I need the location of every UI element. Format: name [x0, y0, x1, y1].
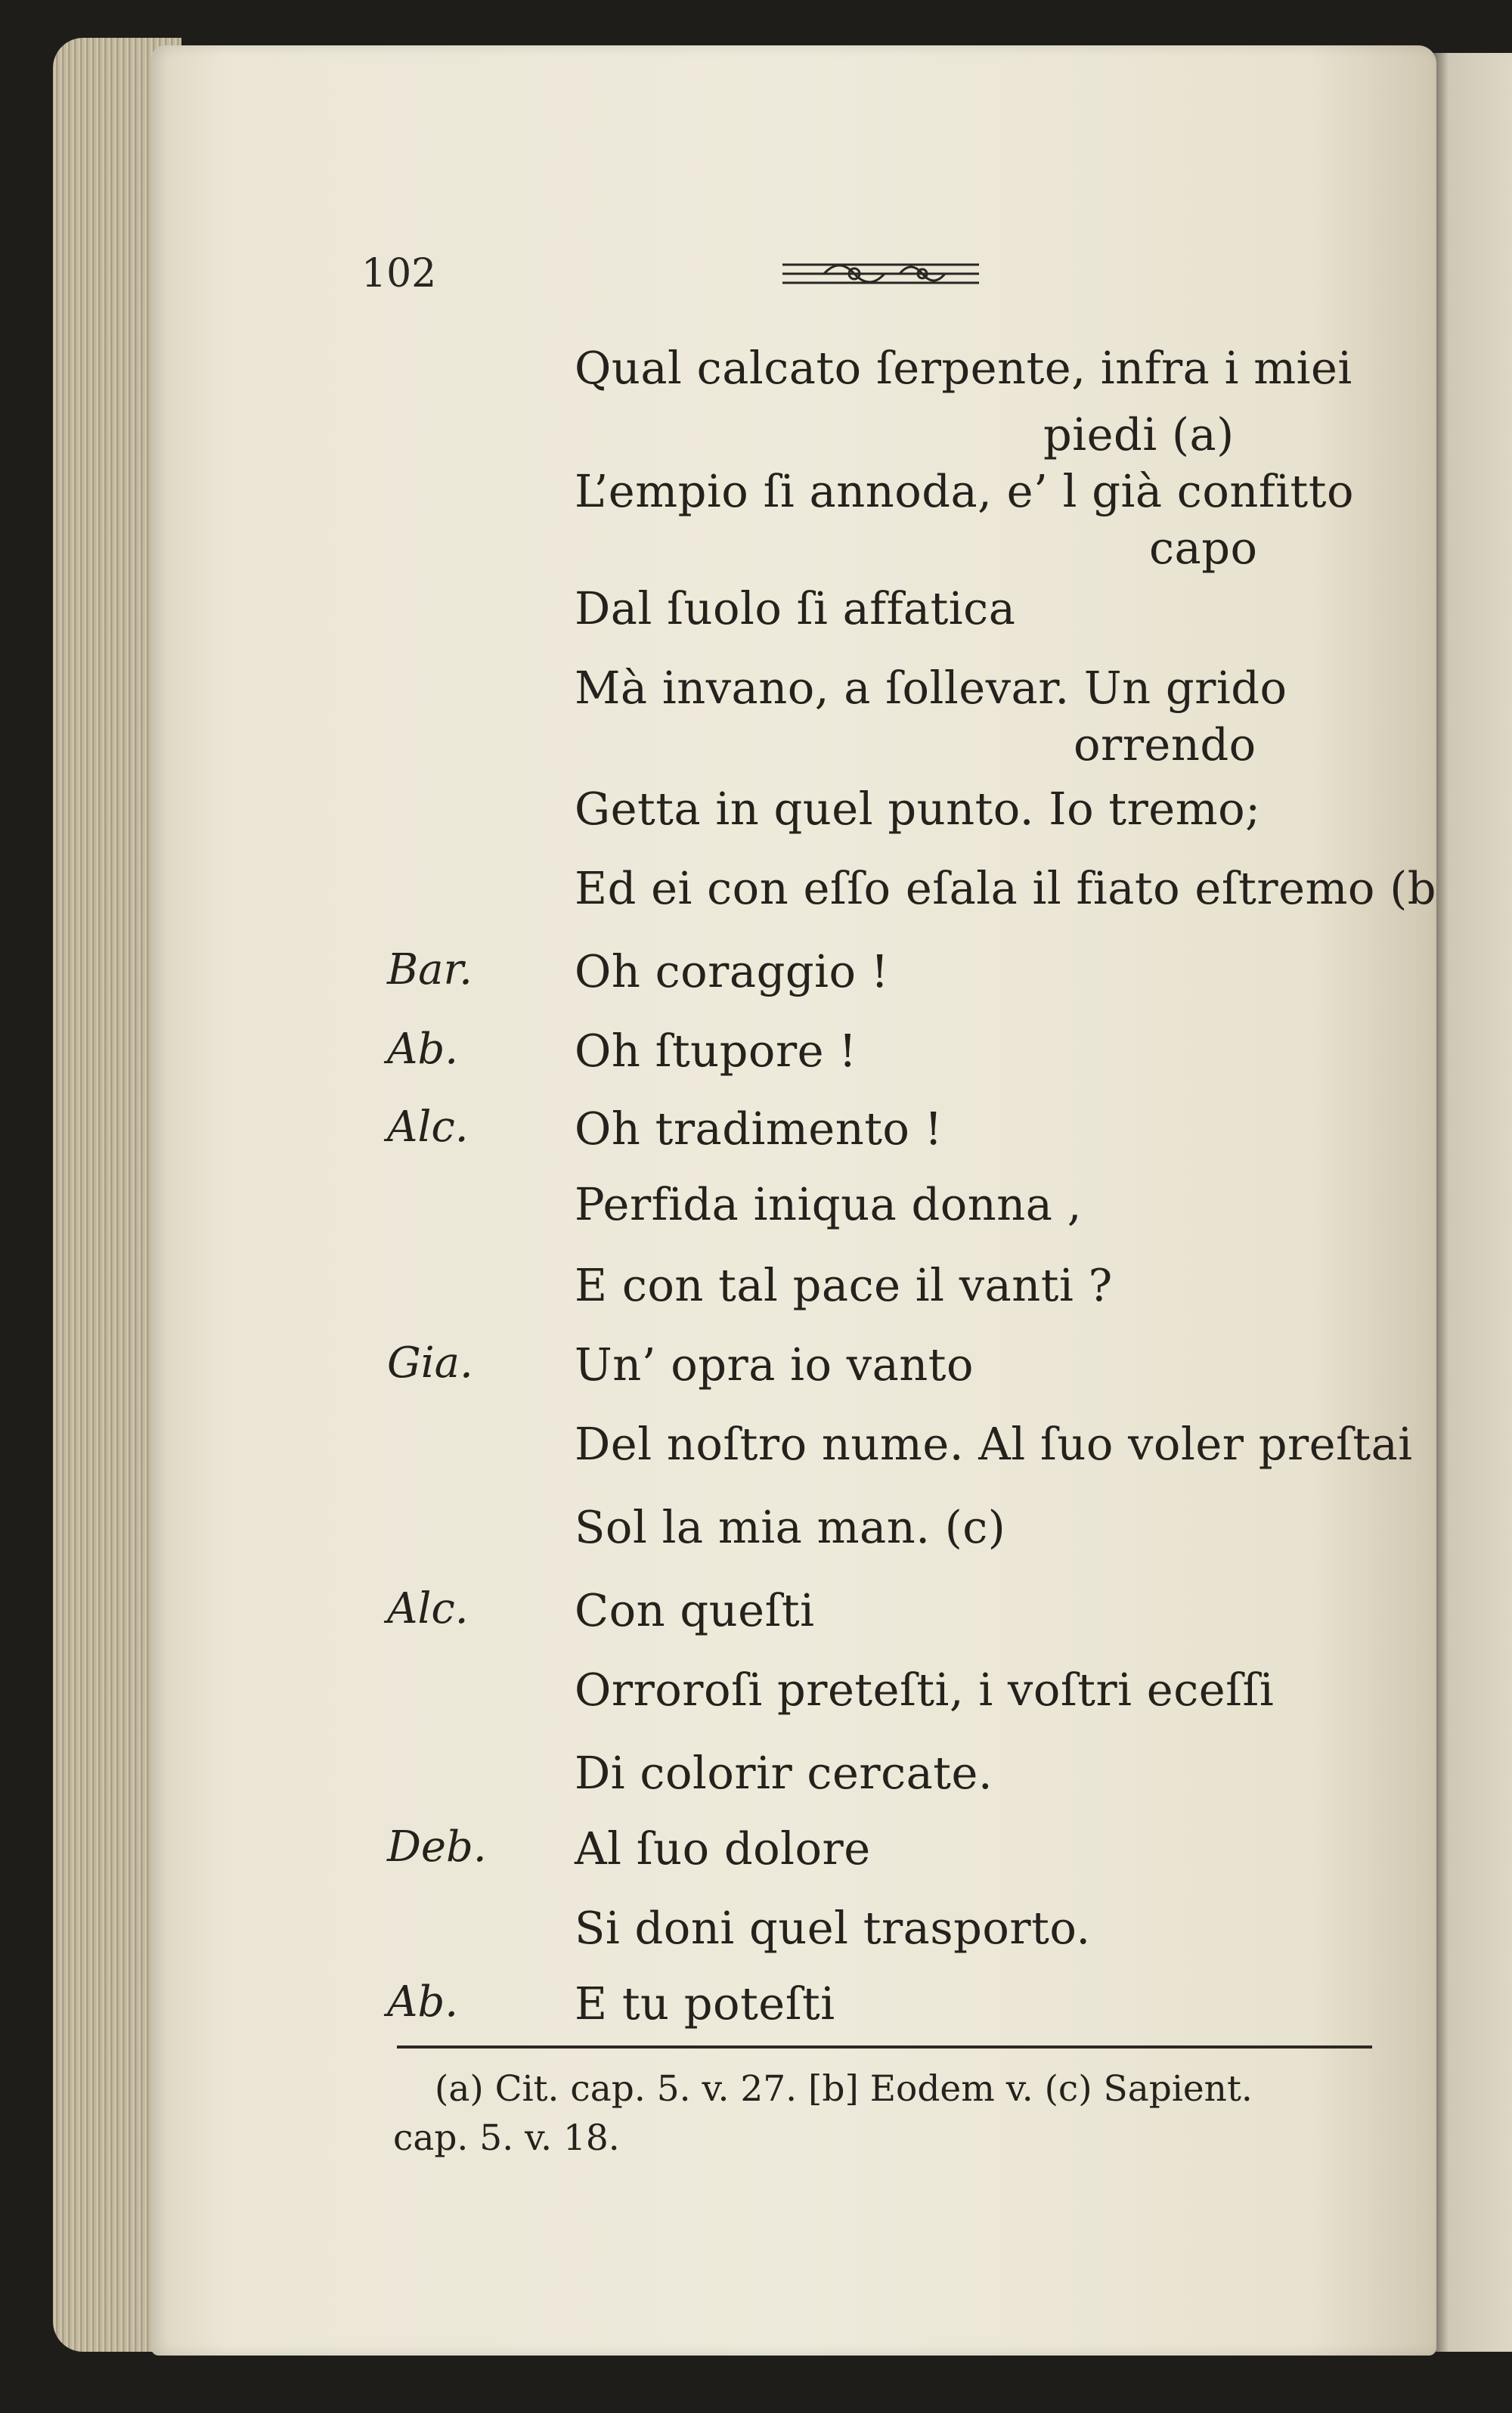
speaker-label: Bar. [387, 945, 472, 994]
verse-line: Oh ſtupore ! [575, 1025, 857, 1077]
verse-line: Al ſuo dolore [575, 1822, 871, 1875]
speaker-label: Deb. [387, 1822, 487, 1872]
verse-line: piedi (a) [1043, 408, 1235, 461]
verse-line: E con tal pace il vanti ? [575, 1259, 1113, 1311]
verse-line: Getta in quel punto. Io tremo; [575, 783, 1261, 835]
verse-line: Del noſtro nume. Al ſuo voler preſtai [575, 1418, 1413, 1470]
ornament-divider [779, 256, 983, 292]
verse-line: Orroroſi preteſti, i voſtri eceſſi [575, 1664, 1275, 1716]
verse-line: capo [1149, 522, 1258, 574]
footnote-line: cap. 5. v. 18. [393, 2117, 620, 2159]
speaker-label: Gia. [387, 1338, 473, 1388]
verse-line: Si doni quel trasporto. [575, 1902, 1091, 1954]
speaker-label: Ab. [387, 1977, 459, 2027]
verse-line: Oh coraggio ! [575, 945, 889, 997]
verse-line: Con queſti [575, 1584, 815, 1636]
verse-line: Qual calcato ſerpente, infra i miei [575, 342, 1352, 394]
verse-line: Di colorir cercate. [575, 1747, 993, 1799]
verse-line: L’empio ſi annoda, e’ l già confitto [575, 465, 1354, 517]
verse-line: E tu poteſti [575, 1977, 835, 2030]
verse-line: Mà invano, a ſollevar. Un grido [575, 662, 1287, 714]
speaker-label: Alc. [387, 1103, 469, 1152]
verse-line: Ed ei con eſſo eſala il fiato eſtremo (b [575, 862, 1436, 914]
speaker-label: Alc. [387, 1584, 469, 1633]
verse-line: Perfida iniqua donna , [575, 1178, 1082, 1230]
verse-line: Dal ſuolo ſi affatica [575, 582, 1016, 634]
footnote-rule [397, 2045, 1372, 2049]
verse-line: orrendo [1074, 718, 1256, 771]
verse-line: Sol la mia man. (c) [575, 1501, 1006, 1553]
speaker-label: Ab. [387, 1025, 459, 1074]
footnote-line: (a) Cit. cap. 5. v. 27. [b] Eodem v. (c) Sapient. [435, 2068, 1253, 2110]
verse-line: Un’ opra io vanto [575, 1338, 974, 1391]
facing-page-edge [1433, 53, 1512, 2352]
verse-line: Oh tradimento ! [575, 1103, 943, 1155]
page-number: 102 [361, 251, 437, 296]
